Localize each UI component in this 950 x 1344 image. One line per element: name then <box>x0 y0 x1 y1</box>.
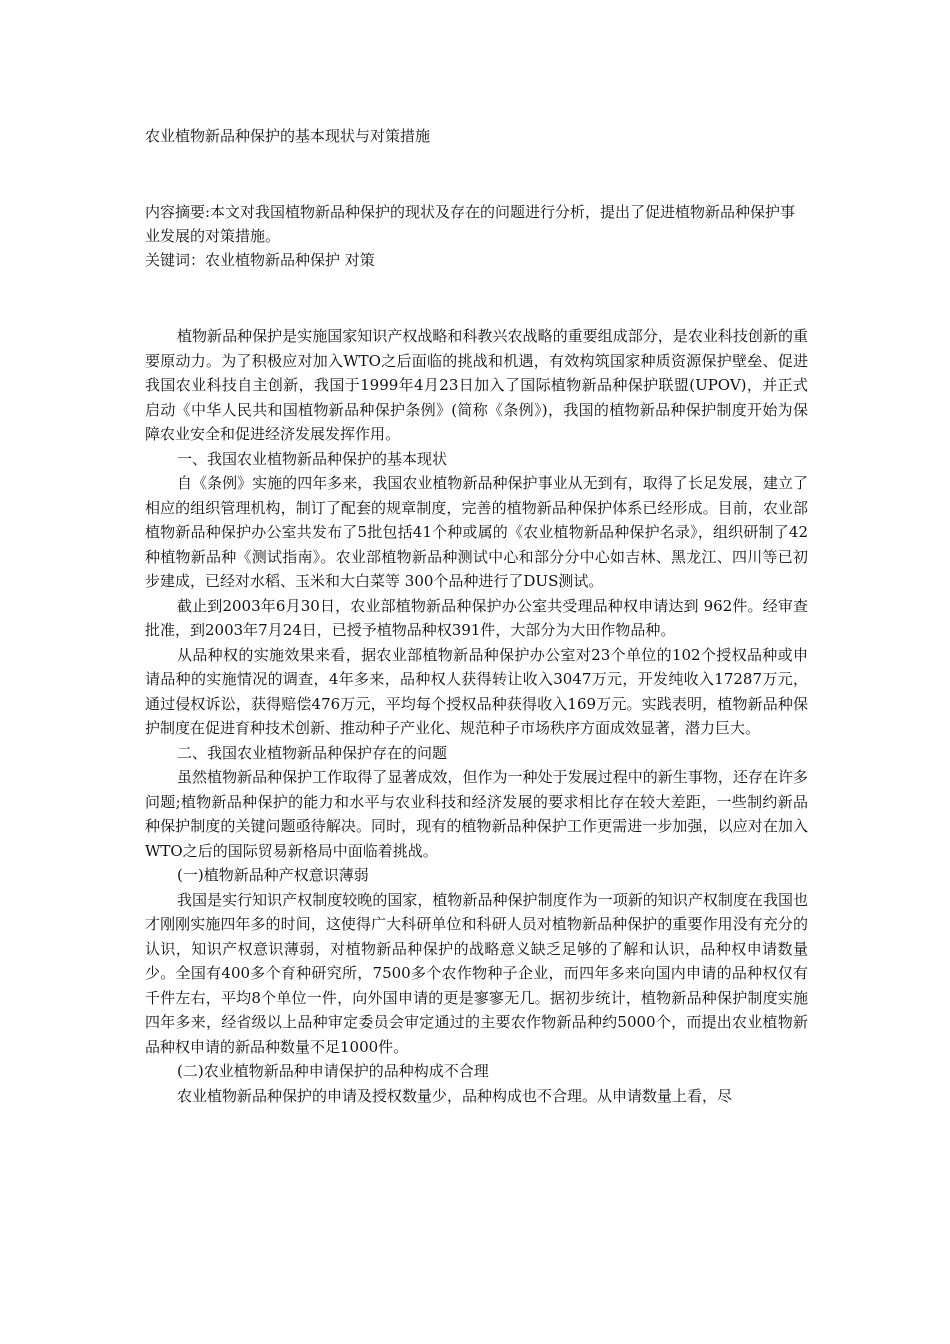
body-paragraph-5: 虽然植物新品种保护工作取得了显著成效，但作为一种处于发展过程中的新生事物，还存在许多问题;植物新品种保护的能力和水平与农业科技和经济发展的要求相比存在较大差距，一些制约新品种保护制度的关键问题亟待解决。同时，现有的植物新品种保护工作更需进一步加强，以应对在加入WTO之后的国际贸易新格局中面临着挑战。 <box>145 768 808 860</box>
document-title: 农业植物新品种保护的基本现状与对策措施 <box>145 127 431 145</box>
document-body <box>145 324 808 1108</box>
section-heading-2: 二、我国农业植物新品种保护存在的问题 <box>177 743 448 762</box>
body-paragraph-7: 农业植物新品种保护的申请及授权数量少，品种构成也不合理。从申请数量上看，尽 <box>177 1086 733 1105</box>
subsection-heading-1: (一)植物新品种产权意识薄弱 <box>177 866 369 884</box>
subsection-heading-2: (二)农业植物新品种申请保护的品种构成不合理 <box>177 1062 489 1080</box>
abstract-text: 内容摘要:本文对我国植物新品种保护的现状及存在的问题进行分析，提出了促进植物新品种保护事业发展的对策措施。 <box>145 203 796 245</box>
body-paragraph-3: 截止到2003年6月30日，农业部植物新品种保护办公室共受理品种权申请达到 962件。经审查批准，到2003年7月24日，已授予植物品种权391件，大部分为大田作物品种。 <box>145 596 808 639</box>
abstract-section <box>145 200 808 272</box>
body-paragraph-4: 从品种权的实施效果来看，据农业部植物新品种保护办公室对23个单位的102个授权品种或申请品种的实施情况的调查，4年多来，品种权人获得转让收入3047万元，开发纯收入17287万元，通过侵权诉讼，获得赔偿476万元，平均每个授权品种获得收入169万元。实践表明，植物新品种保护制度在促进育种技术创新、推动种子产业化、规范种子市场秩序方面成效显著，潜力巨大。 <box>145 645 808 737</box>
keywords-text: 关键词：农业植物新品种保护 对策 <box>145 251 375 269</box>
body-paragraph-1: 植物新品种保护是实施国家知识产权战略和科教兴农战略的重要组成部分，是农业科技创新的重要原动力。为了积极应对加入WTO之后面临的挑战和机遇，有效构筑国家种质资源保护壁垒、促进我国农业科技自主创新，我国于1999年4月23日加入了国际植物新品种保护联盟(UPOV)，并正式启动《中华人民共和国植物新品种保护条例》(简称《条例》)，我国的植物新品种保护制度开始为保障农业安全和促进经济发展发挥作用。 <box>145 327 808 443</box>
body-paragraph-2: 自《条例》实施的四年多来，我国农业植物新品种保护事业从无到有，取得了长足发展，建立了相应的组织管理机构，制订了配套的规章制度，完善的植物新品种保护体系已经形成。目前，农业部植物新品种保护办公室共发布了5批包括41个种或属的《农业植物新品种保护名录》，组织研制了42种植物新品种《测试指南》。农业部植物新品种测试中心和部分分中心如吉林、黑龙江、四川等已初步建成，已经对水稻、玉米和大白菜等 300个品种进行了DUS测试。 <box>145 474 808 590</box>
section-heading-1: 一、我国农业植物新品种保护的基本现状 <box>177 449 448 468</box>
body-paragraph-6: 我国是实行知识产权制度较晚的国家，植物新品种保护制度作为一项新的知识产权制度在我国也才刚刚实施四年多的时间，这使得广大科研单位和科研人员对植物新品种保护的重要作用没有充分的认识，知识产权意识薄弱，对植物新品种保护的战略意义缺乏足够的了解和认识，品种权申请数量少。全国有400多个育种研究所，7500多个农作物种子企业，而四年多来向国内申请的品种权仅有千件左右，平均8个单位一件，向外国申请的更是寥寥无几。据初步统计，植物新品种保护制度实施四年多来，经省级以上品种审定委员会审定通过的主要农作物新品种约5000个，而提出农业植物新品种权申请的新品种数量不足1000件。 <box>145 890 808 1056</box>
